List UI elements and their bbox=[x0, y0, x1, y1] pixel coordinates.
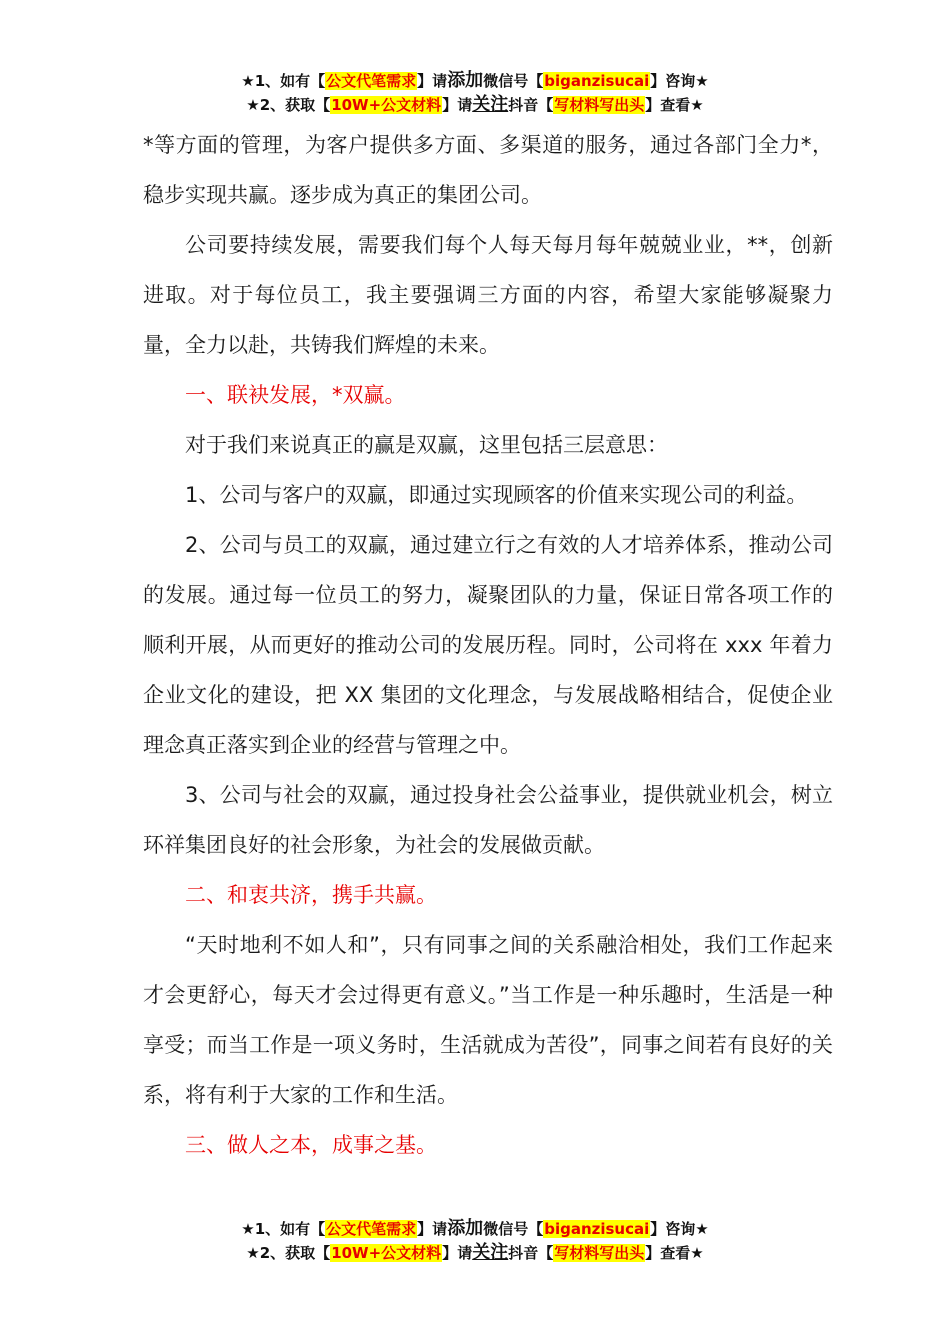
promo-highlight: 公文代笔需求 bbox=[326, 1220, 417, 1238]
section-heading: 一、联袂发展，*双赢。 bbox=[185, 383, 406, 407]
promo-text: 2、获取【 bbox=[259, 96, 331, 114]
promo-text: 抖音【 bbox=[508, 1244, 554, 1262]
promo-highlight: 公文代笔需求 bbox=[326, 72, 417, 90]
wechat-id-highlight: biganzisucai bbox=[544, 72, 650, 90]
douyin-id-highlight: 写材料写出头 bbox=[554, 96, 645, 114]
promo-text: 】请 bbox=[442, 1244, 473, 1262]
section-heading: 二、和衷共济，携手共赢。 bbox=[185, 883, 437, 907]
promo-emphasis: 添加 bbox=[447, 1218, 484, 1239]
promo-text: 抖音【 bbox=[508, 96, 554, 114]
star-icon: ★ bbox=[241, 1220, 255, 1238]
star-icon: ★ bbox=[241, 72, 255, 90]
star-icon: ★ bbox=[246, 1244, 260, 1262]
promo-text: 】咨询★ bbox=[650, 72, 709, 90]
douyin-id-highlight: 写材料写出头 bbox=[554, 1244, 645, 1262]
paragraph: 1、公司与客户的双赢，即通过实现顾客的价值来实现公司的利益。 bbox=[185, 483, 808, 507]
promo-text: 2、获取【 bbox=[259, 1244, 331, 1262]
document-body bbox=[143, 120, 833, 1170]
paragraph: 2、公司与员工的双赢，通过建立行之有效的人才培养体系，推动公司的发展。通过每一位员工的努力，凝聚团队的力量，保证日常各项工作的顺利开展，从而更好的推动公司的发展历程。同时，公司将在 xxx 年着力企业文化的建设，把 XX 集团的文化理念，与发展战略相结合，促使企业理念真正落实到企业的经营与管理之中。 bbox=[143, 533, 833, 757]
promo-line-1 bbox=[0, 69, 950, 93]
promo-text: 】咨询★ bbox=[650, 1220, 709, 1238]
promo-text: 】请 bbox=[417, 72, 448, 90]
promo-text: 】查看★ bbox=[645, 96, 704, 114]
footer-promo-banner bbox=[0, 1217, 950, 1265]
promo-text: 微信号【 bbox=[483, 72, 544, 90]
section-heading: 三、做人之本，成事之基。 bbox=[185, 1133, 437, 1157]
promo-text: 】请 bbox=[442, 96, 473, 114]
promo-line-1 bbox=[0, 1217, 950, 1241]
paragraph: 公司要持续发展，需要我们每个人每天每月每年兢兢业业，**，创新进取。对于每位员工，我主要强调三方面的内容，希望大家能够凝聚力量，全力以赴，共铸我们辉煌的未来。 bbox=[143, 233, 833, 357]
promo-text: 微信号【 bbox=[483, 1220, 544, 1238]
promo-text: 】请 bbox=[417, 1220, 448, 1238]
promo-text: 1、如有【 bbox=[254, 1220, 326, 1238]
paragraph: 对于我们来说真正的赢是双赢，这里包括三层意思： bbox=[185, 433, 668, 457]
promo-highlight: 10W+公文材料 bbox=[331, 96, 442, 114]
promo-text: 】查看★ bbox=[645, 1244, 704, 1262]
header-promo-banner bbox=[0, 69, 950, 117]
promo-emphasis: 添加 bbox=[447, 70, 484, 91]
promo-line-2 bbox=[0, 1241, 950, 1265]
promo-emphasis: 关注 bbox=[472, 1242, 509, 1263]
promo-emphasis: 关注 bbox=[472, 94, 509, 115]
paragraph: 3、公司与社会的双赢，通过投身社会公益事业，提供就业机会，树立环祥集团良好的社会形象，为社会的发展做贡献。 bbox=[143, 783, 833, 857]
promo-highlight: 10W+公文材料 bbox=[331, 1244, 442, 1262]
promo-text: 1、如有【 bbox=[254, 72, 326, 90]
paragraph: *等方面的管理，为客户提供多方面、多渠道的服务，通过各部门全力*，稳步实现共赢。逐步成为真正的集团公司。 bbox=[143, 133, 833, 207]
promo-line-2 bbox=[0, 93, 950, 117]
wechat-id-highlight: biganzisucai bbox=[544, 1220, 650, 1238]
paragraph: “天时地利不如人和”，只有同事之间的关系融洽相处，我们工作起来才会更舒心，每天才会过得更有意义。”当工作是一种乐趣时，生活是一种享受；而当工作是一项义务时，生活就成为苦役”，同事之间若有良好的关系，将有利于大家的工作和生活。 bbox=[143, 933, 833, 1107]
star-icon: ★ bbox=[246, 96, 260, 114]
